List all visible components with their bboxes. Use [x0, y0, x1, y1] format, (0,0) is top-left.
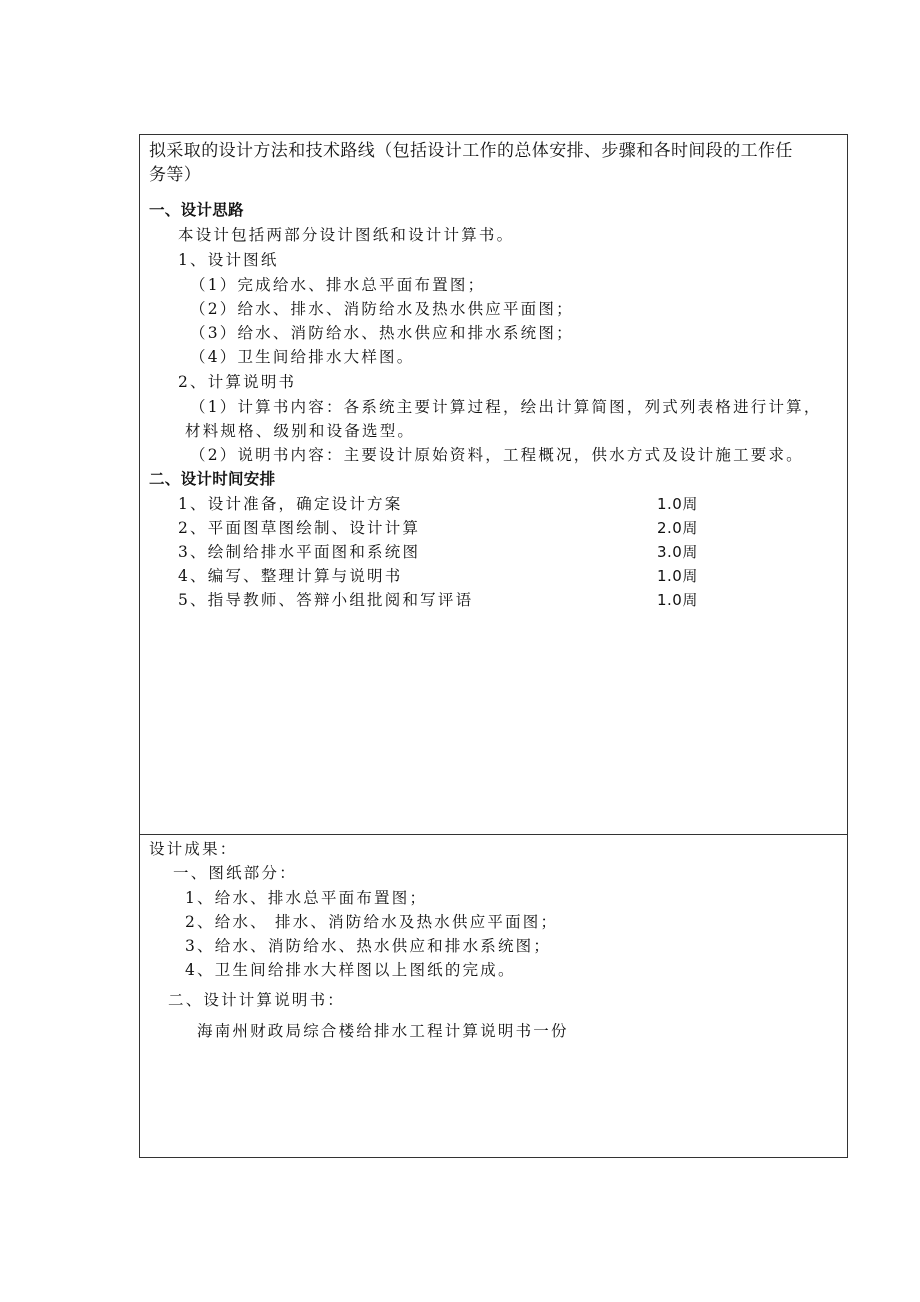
- schedule-duration: 2.0周: [657, 519, 698, 537]
- schedule-task: 1、设计准备，确定设计方案: [178, 495, 403, 513]
- cell-heading-line1: 拟采取的设计方法和技术路线（包括设计工作的总体安排、步骤和各时间段的工作任: [149, 141, 793, 161]
- design-plan-table: [139, 134, 848, 1158]
- results-drawing-item: 3、给水、消防给水、热水供应和排水系统图；: [185, 937, 552, 955]
- subsection-title-calc: 2、计算说明书: [178, 373, 297, 391]
- schedule-duration: 3.0周: [657, 543, 698, 561]
- design-results-cell: [140, 835, 847, 1157]
- schedule-task: 2、平面图草图绘制、设计计算: [178, 519, 421, 537]
- drawing-item: （2）给水、排水、消防给水及热水供应平面图；: [190, 300, 574, 318]
- intro-text: 本设计包括两部分设计图纸和设计计算书。: [178, 226, 515, 244]
- design-method-cell: [140, 135, 847, 835]
- subsection-title-drawings: 1、设计图纸: [178, 251, 279, 269]
- schedule-task: 5、指导教师、答辩小组批阅和写评语: [178, 591, 474, 609]
- results-title: 设计成果：: [149, 840, 238, 858]
- results-part1-title: 一、图纸部分：: [173, 864, 297, 882]
- schedule-task: 4、编写、整理计算与说明书: [178, 567, 403, 585]
- schedule-task: 3、绘制给排水平面图和系统图: [178, 543, 421, 561]
- section-title-design-idea: 一、设计思路: [149, 201, 244, 219]
- cell-heading-line2: 务等）: [149, 165, 202, 185]
- calc-item-continuation: 材料规格、级别和设备选型。: [185, 422, 416, 440]
- drawing-item: （3）给水、消防给水、热水供应和排水系统图；: [190, 324, 574, 342]
- section-title-schedule: 二、设计时间安排: [149, 470, 276, 488]
- drawing-item: （1）完成给水、排水总平面布置图；: [190, 276, 486, 294]
- schedule-duration: 1.0周: [657, 591, 698, 609]
- calc-item: （2）说明书内容：主要设计原始资料，工程概况，供水方式及设计施工要求。: [190, 446, 804, 464]
- results-drawing-item: 1、给水、排水总平面布置图；: [185, 889, 428, 907]
- schedule-duration: 1.0周: [657, 567, 698, 585]
- results-drawing-item: 2、给水、 排水、消防给水及热水供应平面图；: [185, 913, 559, 931]
- calc-item: （1）计算书内容：各系统主要计算过程，绘出计算简图，列式列表格进行计算，: [190, 398, 822, 416]
- results-part2-content: 海南州财政局综合楼给排水工程计算说明书一份: [197, 1022, 569, 1040]
- drawing-item: （4）卫生间给排水大样图。: [190, 348, 415, 366]
- results-part2-title: 二、设计计算说明书：: [168, 991, 346, 1009]
- schedule-duration: 1.0周: [657, 495, 698, 513]
- results-drawing-item: 4、卫生间给排水大样图以上图纸的完成。: [185, 961, 516, 979]
